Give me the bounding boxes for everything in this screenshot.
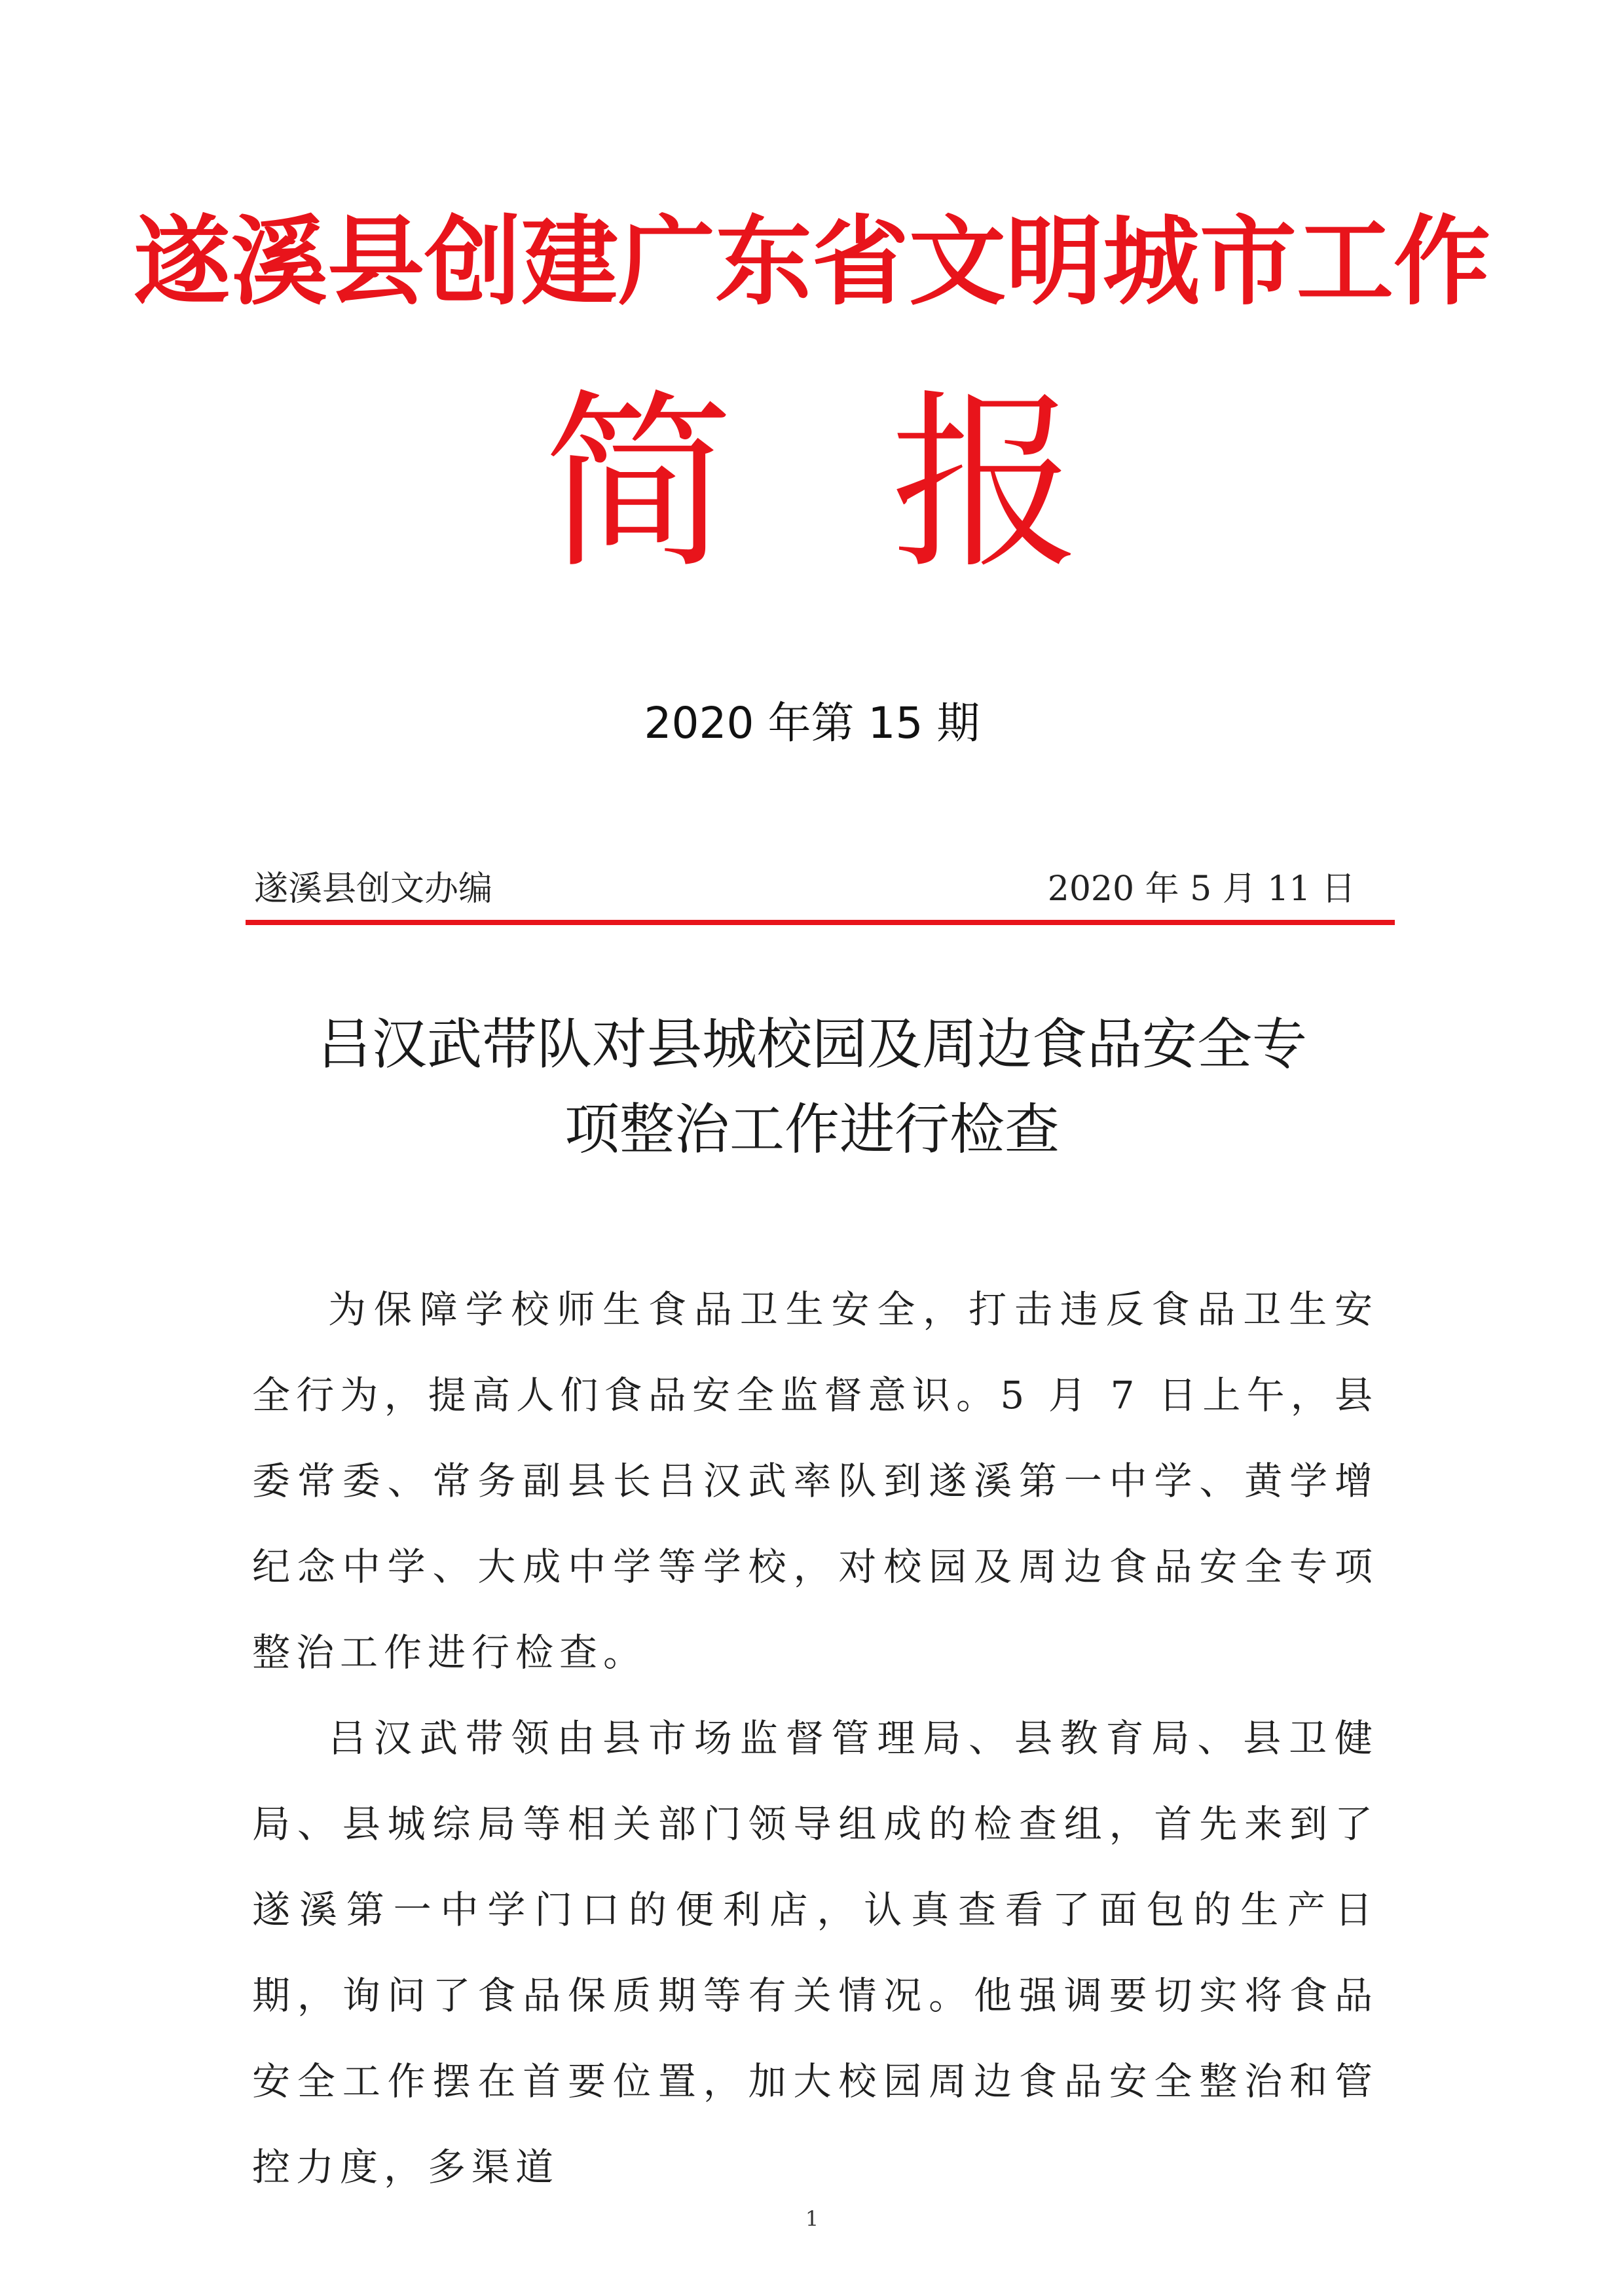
paragraph-2: 吕汉武带领由县市场监督管理局、县教育局、县卫健局、县城综局等相关部门领导组成的检查组，首先来到了遂溪第一中学门口的便利店，认真查看了面包的生产日期，询问了食品保质期等有关情况。他强调要切实将食品安全工作摆在首要位置，加大校园周边食品安全整治和管控力度，多渠道 xyxy=(252,1716,1378,2189)
masthead-subtitle: 简报 xyxy=(544,374,1238,594)
paragraph-1: 为保障学校师生食品卫生安全，打击违反食品卫生安全行为，提高人们食品安全监督意识。5 月 7 日上午，县委常委、常务副县长吕汉武率队到遂溪第一中学、黄学增纪念中学、大成中学等学校，对校园及周边食品安全专项整治工作进行检查。 xyxy=(252,1287,1378,1675)
meta-row xyxy=(249,863,1362,915)
page-number: 1 xyxy=(805,2206,819,2231)
article-body xyxy=(252,1267,1378,2210)
issue-number: 2020 年第 15 期 xyxy=(644,698,980,748)
headline-line-1: 吕汉武带队对县城校园及周边食品安全专 xyxy=(316,1012,1307,1076)
masthead-title: 遂溪县创建广东省文明城市工作 xyxy=(134,206,1490,318)
headline-line-2: 项整治工作进行检查 xyxy=(564,1097,1060,1161)
red-divider xyxy=(246,920,1395,925)
publish-date: 2020 年 5 月 11 日 xyxy=(1047,869,1356,909)
editor-label: 遂溪县创文办编 xyxy=(254,869,493,909)
article-headline xyxy=(196,1002,1428,1172)
